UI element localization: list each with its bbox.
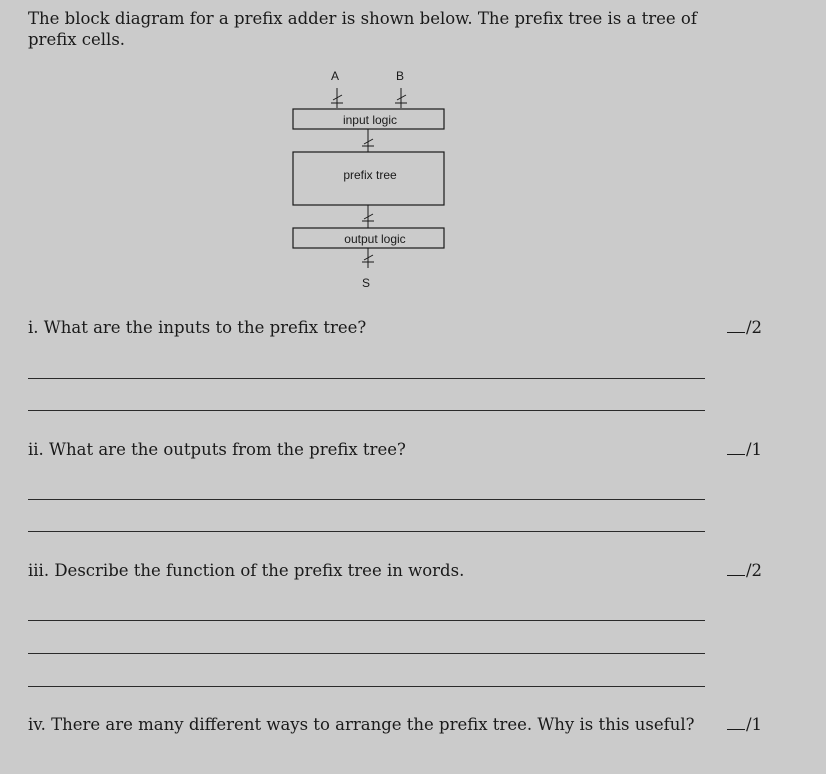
question-3-marks (727, 561, 762, 580)
prefix-adder-block-diagram (0, 0, 826, 300)
answer-line[interactable] (28, 531, 705, 532)
input-b-bus (395, 88, 407, 108)
answer-line[interactable] (28, 653, 705, 654)
output-s-label: S (361, 276, 371, 290)
output-logic-label: output logic (344, 232, 406, 246)
question-4: iv. There are many different ways to arrange the prefix tree. Why is this useful? (28, 715, 695, 734)
answer-line[interactable] (28, 499, 705, 500)
question-2: ii. What are the outputs from the prefix tree? (28, 440, 406, 459)
answer-line[interactable] (28, 686, 705, 687)
tree-to-output-bus (362, 205, 374, 228)
question-3: iii. Describe the function of the prefix tree in words. (28, 561, 465, 580)
question-1-marks (727, 318, 762, 337)
answer-line[interactable] (28, 410, 705, 411)
input-logic-label: input logic (342, 113, 398, 127)
marks-total: /2 (746, 318, 763, 337)
input-a-bus (331, 88, 343, 108)
marks-blank[interactable] (727, 728, 745, 730)
marks-blank[interactable] (727, 331, 745, 333)
marks-blank[interactable] (727, 574, 745, 576)
answer-line[interactable] (28, 620, 705, 621)
question-2-marks (727, 440, 762, 459)
prefix-tree-label: prefix tree (343, 168, 397, 182)
marks-total: /1 (746, 440, 763, 459)
intro-text: The block diagram for a prefix adder is shown below. The prefix tree is a tree of prefix cells. (28, 9, 697, 49)
answer-line[interactable] (28, 378, 705, 379)
output-s-bus (362, 248, 374, 268)
marks-blank[interactable] (727, 453, 745, 455)
marks-total: /2 (746, 561, 763, 580)
question-4-marks (727, 715, 762, 734)
input-b-label: B (395, 69, 405, 83)
marks-total: /1 (746, 715, 763, 734)
input-a-label: A (330, 69, 340, 83)
question-1: i. What are the inputs to the prefix tree? (28, 318, 367, 337)
input-to-tree-bus (362, 129, 374, 152)
